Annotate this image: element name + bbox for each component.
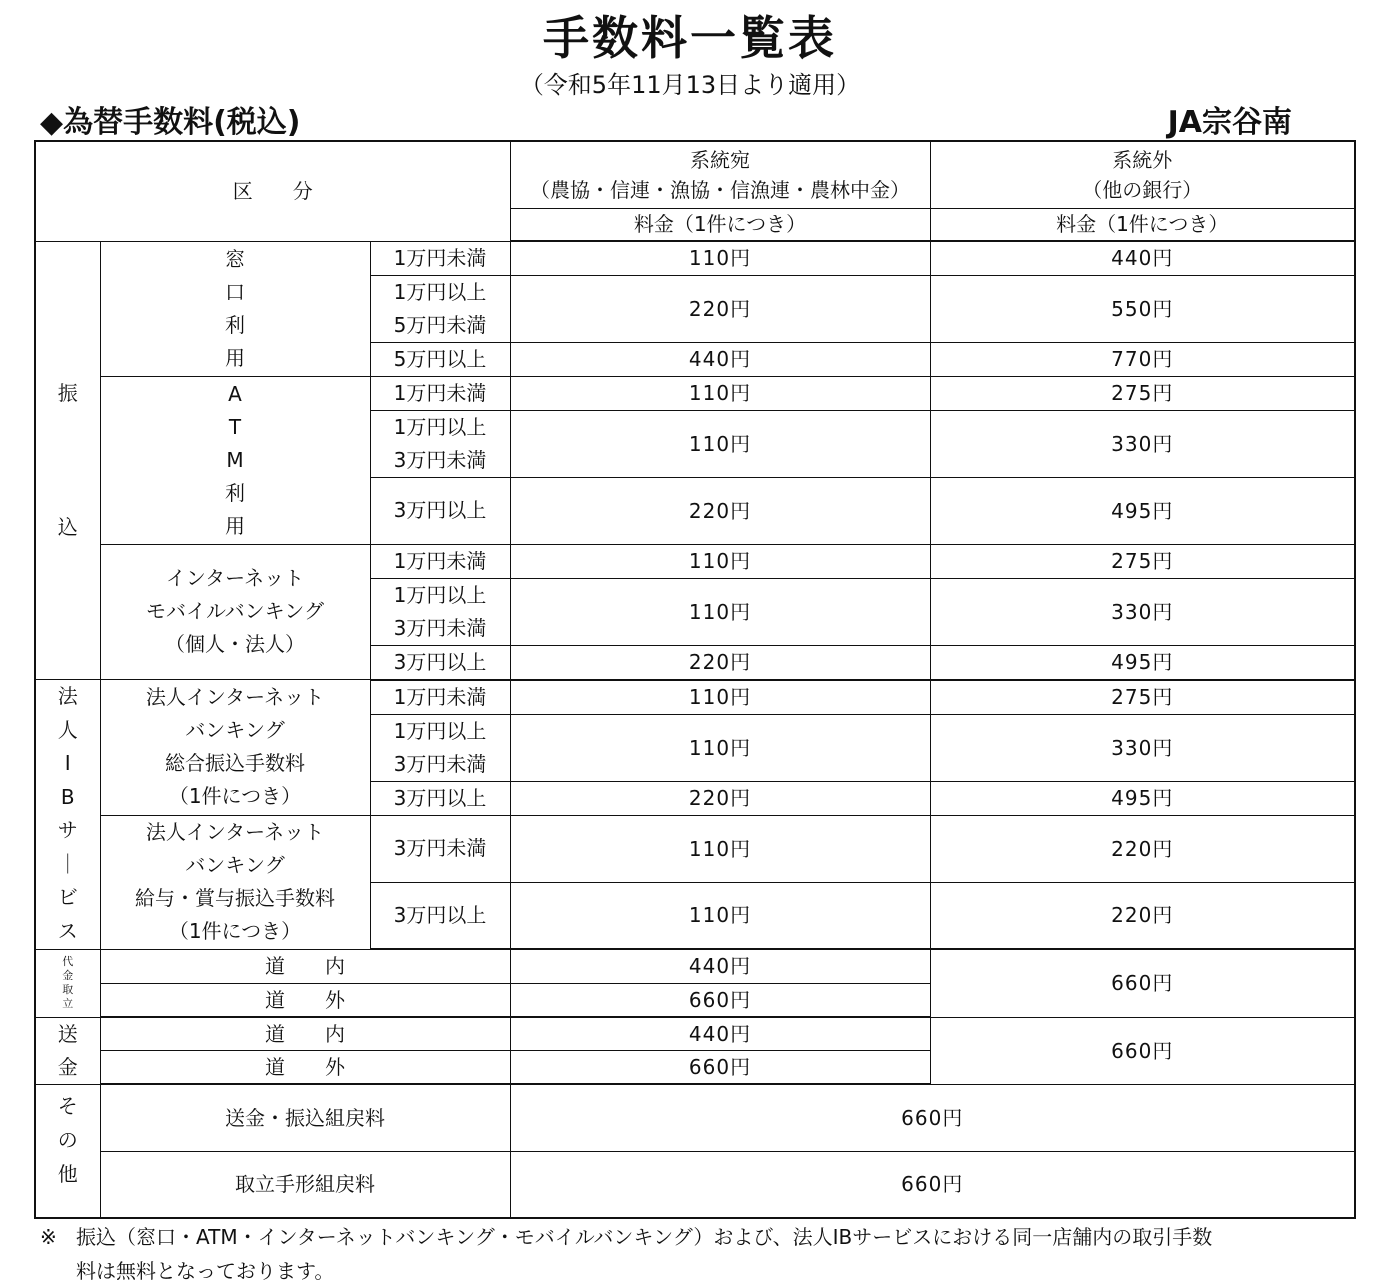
fee-keito-ate: 220円 bbox=[510, 781, 930, 815]
group-char: 法 bbox=[57, 684, 78, 709]
fee-keito-ate: 660円 bbox=[510, 983, 930, 1017]
group-char: の bbox=[57, 1127, 78, 1152]
category-label-line: A bbox=[228, 381, 242, 406]
category-label-line: M bbox=[226, 447, 244, 472]
region-label: 道 外 bbox=[100, 1051, 510, 1085]
fee-keito-gai: 330円 bbox=[930, 578, 1355, 645]
range-line: 3万円以上 bbox=[393, 498, 487, 522]
fee-keito-gai: 330円 bbox=[930, 410, 1355, 477]
fee-keito-gai: 660円 bbox=[930, 949, 1355, 1017]
group-char: 金 bbox=[57, 1054, 78, 1079]
header-keito-ate-sub: （農協・信連・漁協・信漁連・農林中金） bbox=[530, 177, 910, 202]
group-char: B bbox=[60, 784, 75, 809]
group-char: そ bbox=[57, 1093, 78, 1118]
fee-keito-gai: 660円 bbox=[930, 1017, 1355, 1084]
amount-range bbox=[370, 410, 510, 477]
amount-range bbox=[370, 477, 510, 544]
fee-keito-ate: 110円 bbox=[510, 578, 930, 645]
category-label-line: （1件につき） bbox=[168, 919, 302, 943]
region-label: 道 外 bbox=[100, 983, 510, 1017]
group-char: 他 bbox=[57, 1161, 78, 1186]
fee-keito-ate: 110円 bbox=[510, 376, 930, 410]
header-fee-out: 料金（1件につき） bbox=[930, 208, 1355, 241]
group-char: 代 bbox=[62, 955, 74, 968]
sonota-item-label: 取立手形組戻料 bbox=[100, 1151, 510, 1218]
fee-table bbox=[34, 140, 1356, 1219]
fee-keito-gai: 275円 bbox=[930, 376, 1355, 410]
header-fee-in: 料金（1件につき） bbox=[510, 208, 930, 241]
amount-range bbox=[370, 815, 510, 882]
fee-keito-gai: 440円 bbox=[930, 241, 1355, 275]
fee-keito-gai: 275円 bbox=[930, 544, 1355, 578]
amount-range bbox=[370, 781, 510, 815]
region-label: 道 内 bbox=[100, 1017, 510, 1051]
range-line: 1万円未満 bbox=[393, 684, 487, 709]
category-label-line: （1件につき） bbox=[168, 784, 302, 809]
note-line-2: 料は無料となっております。 bbox=[76, 1259, 335, 1283]
range-line: 3万円未満 bbox=[393, 836, 487, 860]
category-label-line: 用 bbox=[225, 513, 245, 538]
category-label-line: 給与・賞与振込手数料 bbox=[135, 886, 335, 910]
fee-keito-ate: 220円 bbox=[510, 477, 930, 544]
range-line: 5万円以上 bbox=[393, 346, 487, 371]
amount-range bbox=[370, 882, 510, 949]
range-line: 3万円以上 bbox=[393, 902, 487, 927]
range-line: 1万円未満 bbox=[393, 245, 487, 270]
range-line: 5万円未満 bbox=[393, 312, 487, 337]
fee-keito-gai: 495円 bbox=[930, 477, 1355, 544]
category-madoguchi bbox=[100, 241, 370, 376]
group-char: 送 bbox=[57, 1021, 78, 1046]
page-title: 手数料一覧表 bbox=[543, 11, 837, 65]
group-char: 人 bbox=[57, 717, 78, 742]
range-line: 1万円未満 bbox=[393, 380, 487, 405]
range-line: 1万円以上 bbox=[393, 718, 487, 743]
fee-common: 660円 bbox=[510, 1084, 1355, 1151]
range-line: 3万円未満 bbox=[393, 447, 487, 472]
group-furikomi bbox=[35, 241, 100, 680]
effective-date: （令和5年11月13日より適用） bbox=[519, 71, 861, 99]
fee-keito-gai: 495円 bbox=[930, 781, 1355, 815]
fee-keito-gai: 330円 bbox=[930, 714, 1355, 781]
category-label-line: 利 bbox=[225, 480, 245, 505]
fee-keito-ate: 110円 bbox=[510, 241, 930, 275]
fee-keito-ate: 440円 bbox=[510, 342, 930, 376]
amount-range bbox=[370, 645, 510, 680]
fee-keito-gai: 495円 bbox=[930, 645, 1355, 680]
category-label-line: 口 bbox=[225, 279, 245, 304]
sonota-item-label: 送金・振込組戻料 bbox=[100, 1084, 510, 1151]
header-keito-gai-title: 系統外 bbox=[1112, 147, 1173, 172]
category-label-line: バンキング bbox=[185, 853, 285, 877]
group-char: サ bbox=[57, 818, 78, 843]
amount-range bbox=[370, 241, 510, 275]
fee-common: 660円 bbox=[510, 1151, 1355, 1218]
category-label-line: （個人・法人） bbox=[165, 632, 305, 657]
category-label-line: バンキング bbox=[185, 718, 285, 743]
group-sokin bbox=[35, 1017, 100, 1084]
fee-keito-ate: 660円 bbox=[510, 1051, 930, 1085]
category-label-line: 法人インターネット bbox=[145, 820, 325, 844]
range-line: 3万円以上 bbox=[393, 785, 487, 810]
range-line: 3万円未満 bbox=[393, 751, 487, 776]
fee-keito-ate: 110円 bbox=[510, 815, 930, 882]
header-keito-ate-title: 系統宛 bbox=[690, 147, 750, 172]
range-line: 1万円未満 bbox=[393, 548, 487, 573]
region-label: 道 内 bbox=[100, 949, 510, 983]
fee-keito-ate: 110円 bbox=[510, 410, 930, 477]
fee-keito-ate: 110円 bbox=[510, 882, 930, 949]
category-sogo-furikomi bbox=[100, 680, 370, 816]
category-label-line: 総合振込手数料 bbox=[165, 751, 305, 776]
group-char: 振 bbox=[57, 381, 78, 406]
category-label-line: T bbox=[228, 414, 242, 439]
category-label-line: 法人インターネット bbox=[145, 685, 325, 710]
fee-keito-gai: 550円 bbox=[930, 275, 1355, 342]
range-line: 3万円未満 bbox=[393, 615, 487, 640]
amount-range bbox=[370, 680, 510, 715]
note-mark: ※ bbox=[40, 1225, 57, 1249]
section-heading: ◆為替手数料(税込) bbox=[40, 105, 301, 140]
fee-keito-ate: 110円 bbox=[510, 544, 930, 578]
category-label-line: インターネット bbox=[165, 566, 305, 591]
fee-keito-gai: 220円 bbox=[930, 815, 1355, 882]
category-label-line: 利 bbox=[225, 312, 245, 337]
category-label-line: モバイルバンキング bbox=[146, 599, 324, 624]
amount-range bbox=[370, 544, 510, 578]
category-internet-banking bbox=[100, 544, 370, 680]
header-keito-ate bbox=[510, 141, 930, 208]
category-atm bbox=[100, 376, 370, 544]
organization-name: JA宗谷南 bbox=[1167, 105, 1292, 140]
header-keito-gai-sub: （他の銀行） bbox=[1082, 177, 1203, 202]
group-char: ｜ bbox=[57, 851, 78, 876]
group-hojin-ib bbox=[35, 680, 100, 950]
fee-keito-gai: 275円 bbox=[930, 680, 1355, 715]
header-kubun: 区 分 bbox=[35, 141, 510, 241]
range-line: 1万円以上 bbox=[393, 279, 487, 304]
fee-keito-gai: 770円 bbox=[930, 342, 1355, 376]
amount-range bbox=[370, 342, 510, 376]
group-char: 込 bbox=[57, 515, 78, 540]
amount-range bbox=[370, 376, 510, 410]
fee-keito-ate: 440円 bbox=[510, 1017, 930, 1051]
group-char: ビ bbox=[57, 885, 78, 910]
group-sonota bbox=[35, 1084, 100, 1218]
amount-range bbox=[370, 578, 510, 645]
group-char: 金 bbox=[62, 969, 74, 982]
range-line: 3万円以上 bbox=[393, 649, 487, 674]
group-char: 取 bbox=[62, 983, 74, 996]
group-char: ス bbox=[57, 918, 78, 943]
fee-keito-ate: 220円 bbox=[510, 645, 930, 680]
category-label-line: 用 bbox=[225, 345, 245, 370]
group-daikin-toritate bbox=[35, 949, 100, 1017]
amount-range bbox=[370, 714, 510, 781]
footnote bbox=[40, 1220, 1340, 1288]
range-line: 1万円以上 bbox=[393, 414, 487, 439]
range-line: 1万円以上 bbox=[393, 582, 487, 607]
header-keito-gai bbox=[930, 141, 1355, 208]
group-char: 立 bbox=[62, 997, 74, 1010]
category-kyuyo-furikomi bbox=[100, 815, 370, 949]
fee-keito-ate: 220円 bbox=[510, 275, 930, 342]
amount-range bbox=[370, 275, 510, 342]
fee-keito-ate: 110円 bbox=[510, 680, 930, 715]
category-label-line: 窓 bbox=[225, 246, 245, 271]
fee-keito-gai: 220円 bbox=[930, 882, 1355, 949]
fee-keito-ate: 440円 bbox=[510, 949, 930, 983]
note-line-1: 振込（窓口・ATM・インターネットバンキング・モバイルバンキング）および、法人IBサービスにおける同一店舗内の取引手数 bbox=[76, 1225, 1213, 1249]
group-char: I bbox=[64, 751, 71, 776]
fee-keito-ate: 110円 bbox=[510, 714, 930, 781]
